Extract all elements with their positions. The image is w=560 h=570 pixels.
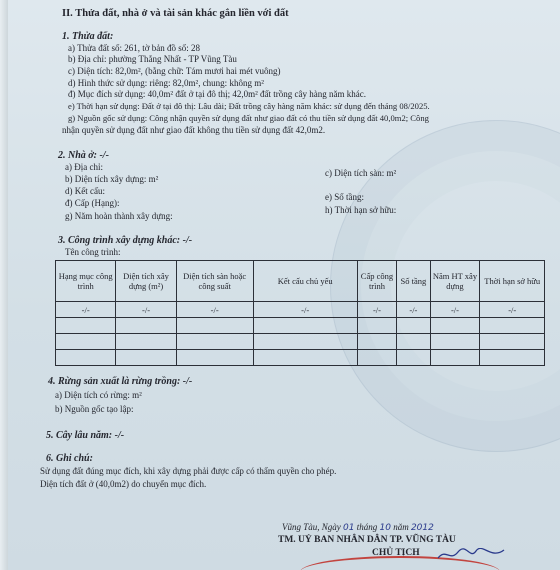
signer-title: CHỦ TỊCH [372, 548, 420, 558]
land-heading: 1. Thửa đất: [62, 31, 114, 42]
construction-name-label: Tên công trình: [65, 247, 121, 257]
table-cell [357, 334, 397, 350]
house-heading: 2. Nhà ở: -/- [58, 150, 109, 161]
construction-table [55, 260, 545, 366]
date-day: 01 [343, 523, 355, 533]
table-cell [357, 350, 397, 366]
column-header: Diện tích xây dựng (m²) [116, 261, 176, 302]
table-cell [430, 318, 480, 334]
land-g2: nhận quyền sử dụng đất như giao đất không thu tiền sử dụng đất 42,0m2. [62, 125, 326, 135]
table-cell [116, 334, 176, 350]
house-h: h) Thời hạn sở hữu: [325, 205, 397, 215]
table-row [56, 334, 545, 350]
table-cell: -/- [253, 302, 357, 318]
land-c: c) Diện tích: 82,0m², (bằng chữ: Tám mươi hai mét vuông) [68, 66, 281, 76]
perennial-heading: 5. Cây lâu năm: -/- [46, 430, 125, 441]
table-cell: -/- [397, 302, 430, 318]
signing-authority: TM. UỶ BAN NHÂN DÂN TP. VŨNG TÀU [278, 535, 456, 545]
table-row [56, 318, 545, 334]
handwritten-signature [436, 548, 506, 562]
house-a: a) Địa chỉ: [65, 162, 103, 172]
forest-heading: 4. Rừng sản xuất là rừng trồng: -/- [48, 376, 193, 387]
date-month-label: tháng [356, 522, 378, 532]
table-cell [430, 334, 480, 350]
table-cell: -/- [176, 302, 253, 318]
table-cell [56, 318, 116, 334]
signature-date [282, 522, 434, 534]
land-dd: đ) Mục đích sử dụng: 40,0m² đất ở tại đô thị; 42,0m² đất trồng cây hàng năm khác. [68, 89, 366, 99]
table-cell [56, 334, 116, 350]
table-cell [480, 334, 545, 350]
house-e: e) Số tầng: [325, 192, 364, 202]
table-cell [357, 318, 397, 334]
land-a: a) Thửa đất số: 261, tờ bản đồ số: 28 [68, 43, 200, 53]
land-e: e) Thời hạn sử dụng: Đất ở tại đô thị: Lâu dài; Đất trồng cây hàng năm khác: sử dụng đến tháng 08/2025. [68, 101, 430, 111]
forest-a: a) Diện tích có rừng: m² [55, 390, 142, 400]
table-cell [253, 318, 357, 334]
column-header: Thời hạn sở hữu [480, 261, 545, 302]
table-cell [116, 318, 176, 334]
table-cell [397, 318, 430, 334]
house-g: g) Năm hoàn thành xây dựng: [65, 211, 173, 221]
page-edge [0, 0, 8, 570]
land-d: d) Hình thức sử dụng: riêng: 82,0m², chung: không m² [68, 78, 264, 88]
table-cell [480, 318, 545, 334]
house-b: b) Diện tích xây dựng: m² [65, 174, 159, 184]
column-header: Số tầng [397, 261, 430, 302]
date-prefix: Vũng Tàu, Ngày [282, 522, 341, 532]
land-g1: g) Nguồn gốc sử dụng: Công nhận quyền sử dụng đất như giao đất có thu tiền sử dụng đất 40,0m2; Công [68, 113, 429, 123]
date-year: 2012 [410, 523, 434, 533]
table-cell [56, 350, 116, 366]
column-header: Kết cấu chủ yếu [253, 261, 357, 302]
notes-line-2: Diện tích đất ở (40,0m2) do chuyển mục đích. [40, 479, 207, 489]
column-header: Cấp công trình [357, 261, 397, 302]
date-month: 10 [379, 523, 391, 533]
table-cell [253, 350, 357, 366]
table-cell: -/- [430, 302, 480, 318]
table-cell [176, 350, 253, 366]
table-cell [430, 350, 480, 366]
table-cell: -/- [357, 302, 397, 318]
table-header-row [56, 261, 545, 302]
table-cell [480, 350, 545, 366]
table-row [56, 302, 545, 318]
column-header: Hạng mục công trình [56, 261, 116, 302]
house-c: c) Diện tích sàn: m² [325, 168, 397, 178]
house-dd: đ) Cấp (Hạng): [65, 198, 120, 208]
construction-heading: 3. Công trình xây dựng khác: -/- [58, 235, 193, 246]
table-row [56, 350, 545, 366]
table-cell [176, 334, 253, 350]
table-cell [116, 350, 176, 366]
column-header: Diện tích sàn hoặc công suất [176, 261, 253, 302]
section-title: II. Thửa đất, nhà ở và tài sản khác gắn liền với đất [62, 8, 289, 19]
date-year-label: năm [393, 522, 409, 532]
notes-heading: 6. Ghi chú: [46, 453, 93, 464]
column-header: Năm HT xây dựng [430, 261, 480, 302]
table-cell: -/- [116, 302, 176, 318]
table-cell [397, 350, 430, 366]
table-cell [176, 318, 253, 334]
notes-line-1: Sử dụng đất đúng mục đích, khi xây dựng phải được cấp có thẩm quyền cho phép. [40, 466, 337, 476]
table-cell: -/- [56, 302, 116, 318]
table-cell [253, 334, 357, 350]
forest-b: b) Nguồn gốc tạo lập: [55, 404, 134, 414]
house-d: d) Kết cấu: [65, 186, 105, 196]
land-b: b) Địa chỉ: phường Thắng Nhất - TP Vũng Tàu [68, 54, 237, 64]
table-cell: -/- [480, 302, 545, 318]
table-cell [397, 334, 430, 350]
